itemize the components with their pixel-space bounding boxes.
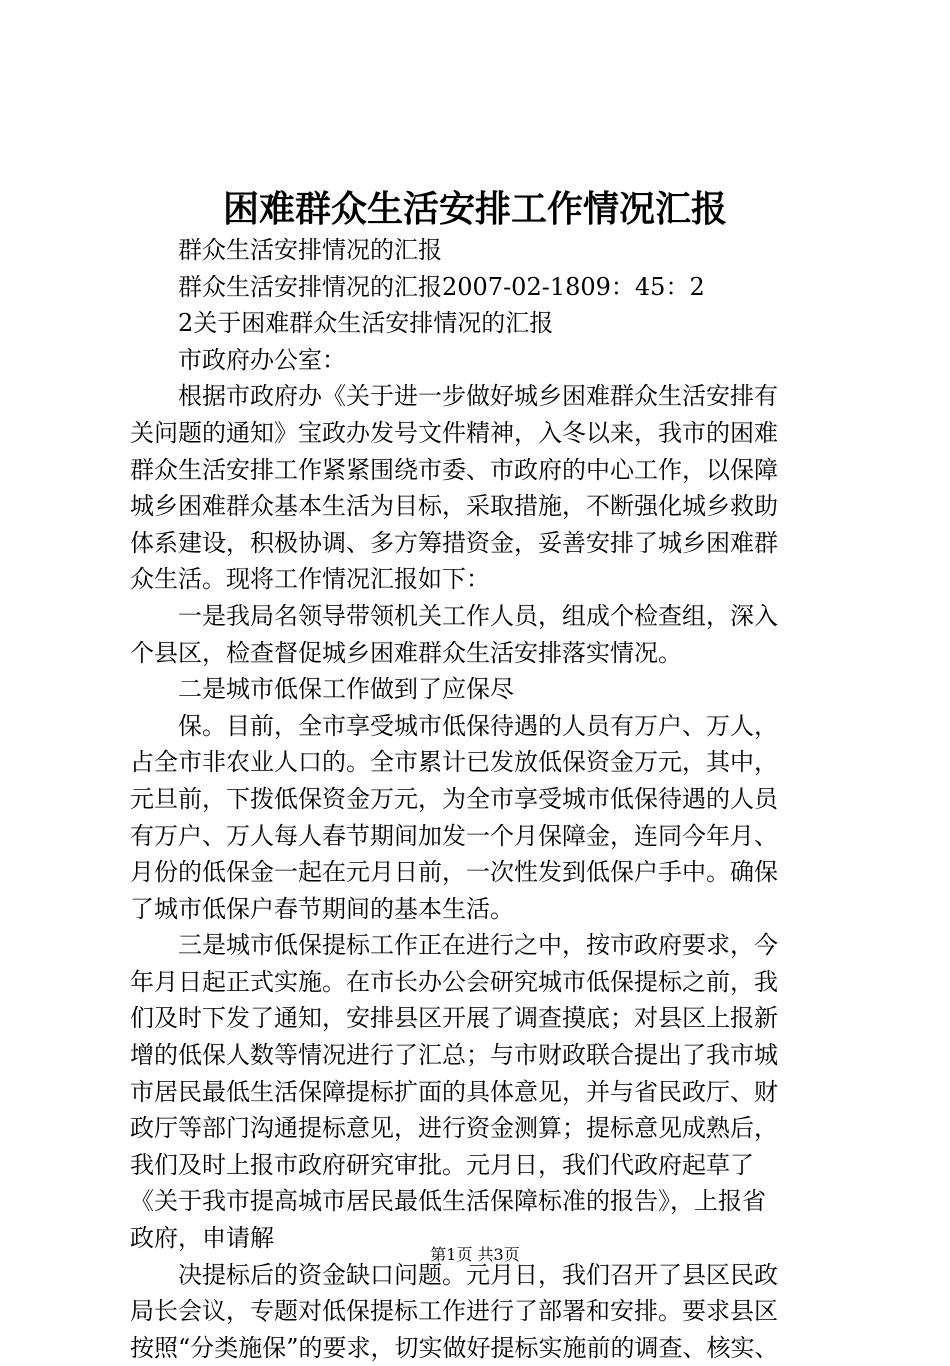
text-line: 政府，申请解	[130, 1224, 274, 1253]
text-line: 群众生活安排工作紧紧围绕市委、市政府的中心工作，以保障	[130, 455, 778, 484]
text-line: 关问题的通知》宝政办发号文件精神，入冬以来，我市的困难	[130, 418, 778, 447]
document-body	[130, 232, 845, 1366]
text-line: 众生活。现将工作情况汇报如下：	[130, 565, 490, 594]
text-line: 群众生活安排情况的汇报	[178, 236, 442, 264]
text-line: 了城市低保户春节期间的基本生活。	[130, 894, 514, 923]
text-line: 群众生活安排情况的汇报2007-02-1809：45：2	[178, 272, 705, 301]
text-line: 三是城市低保提标工作正在进行之中，按市政府要求，今	[178, 931, 778, 960]
text-line: 根据市政府办《关于进一步做好城乡困难群众生活安排有	[178, 382, 778, 411]
text-line: 《关于我市提高城市居民最低生活保障标准的报告》，上报省	[130, 1187, 766, 1216]
text-line: 占全市非农业人口的。全市累计已发放低保资金万元，其中，	[130, 748, 778, 777]
text-line: 市政府办公室：	[178, 345, 346, 374]
text-line: 2关于困难群众生活安排情况的汇报	[178, 309, 554, 338]
text-line: 月份的低保金一起在元月日前，一次性发到低保户手中。确保	[130, 858, 778, 887]
text-line: 城乡困难群众基本生活为目标，采取措施，不断强化城乡救助	[130, 492, 778, 521]
page-footer: 第1页 共3页	[430, 1245, 520, 1264]
document-title: 困难群众生活安排工作情况汇报	[222, 188, 727, 230]
text-line: 们及时下发了通知，安排县区开展了调查摸底；对县区上报新	[130, 1004, 778, 1033]
text-line: 局长会议，专题对低保提标工作进行了部署和安排。要求县区	[130, 1297, 778, 1326]
text-line: 增的低保人数等情况进行了汇总；与市财政联合提出了我市城	[130, 1041, 778, 1070]
text-line: 体系建设，积极协调、多方筹措资金，妥善安排了城乡困难群	[130, 528, 778, 557]
text-line: 元旦前，下拨低保资金万元，为全市享受城市低保待遇的人员	[130, 784, 778, 813]
text-line: 政厅等部门沟通提标意见，进行资金测算；提标意见成熟后，	[130, 1114, 778, 1143]
text-line: 决提标后的资金缺口问题。元月日，我们召开了县区民政	[178, 1260, 778, 1289]
text-line: 保。目前，全市享受城市低保待遇的人员有万户、万人，	[178, 711, 778, 740]
text-line: 我们及时上报市政府研究审批。元月日，我们代政府起草了	[130, 1150, 754, 1179]
text-line: 二是城市低保工作做到了应保尽	[178, 675, 514, 704]
text-line: 个县区，检查督促城乡困难群众生活安排落实情况。	[130, 638, 682, 667]
text-line: 一是我局名领导带领机关工作人员，组成个检查组，深入	[178, 601, 778, 630]
text-line: 市居民最低生活保障提标扩面的具体意见，并与省民政厅、财	[130, 1077, 778, 1106]
text-line: 有万户、万人每人春节期间加发一个月保障金，连同今年月、	[130, 821, 778, 850]
text-line: 按照“分类施保”的要求，切实做好提标实施前的调查、核实、	[130, 1333, 779, 1362]
text-line: 年月日起正式实施。在市长办公会研究城市低保提标之前，我	[130, 967, 778, 996]
